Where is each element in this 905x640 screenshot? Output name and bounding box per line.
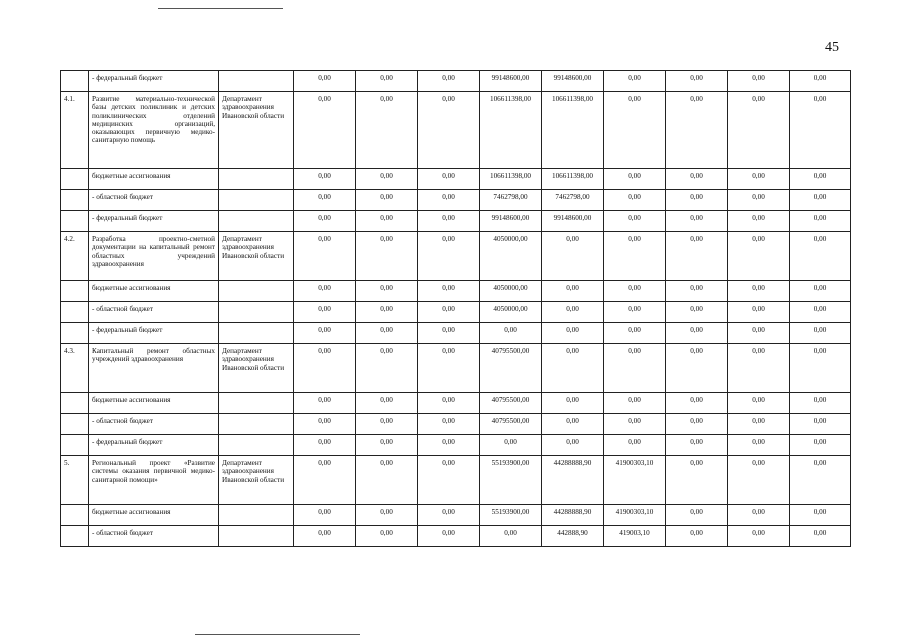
row-number (61, 190, 89, 211)
value-cell: 4050000,00 (480, 281, 542, 302)
scan-artifact-top-line (158, 8, 283, 9)
value-cell: 0,00 (666, 302, 728, 323)
row-executor: Департамент здравоохранения Ивановской области (219, 456, 294, 505)
value-cell: 55193900,00 (480, 456, 542, 505)
value-cell: 41900303,10 (604, 505, 666, 526)
value-cell: 0,00 (356, 71, 418, 92)
value-cell: 0,00 (728, 71, 790, 92)
value-cell: 0,00 (542, 302, 604, 323)
value-cell: 0,00 (294, 302, 356, 323)
table-row (61, 323, 851, 344)
row-executor (219, 505, 294, 526)
value-cell: 0,00 (604, 344, 666, 393)
value-cell: 0,00 (790, 344, 851, 393)
value-cell: 0,00 (356, 302, 418, 323)
value-cell: 0,00 (356, 92, 418, 169)
row-label: Развитие материально-технической базы детских поликлиник и детских поликлинических отделений медицинских организаций, оказывающих первичную медико-санитарную помощь (89, 92, 219, 169)
row-executor (219, 302, 294, 323)
value-cell: 0,00 (542, 323, 604, 344)
value-cell: 106611398,00 (480, 92, 542, 169)
row-executor (219, 211, 294, 232)
row-executor (219, 169, 294, 190)
row-number (61, 414, 89, 435)
row-label: - областной бюджет (89, 414, 219, 435)
value-cell: 0,00 (728, 211, 790, 232)
value-cell: 0,00 (418, 414, 480, 435)
row-number (61, 435, 89, 456)
value-cell: 0,00 (480, 435, 542, 456)
value-cell: 40795500,00 (480, 344, 542, 393)
value-cell: 40795500,00 (480, 414, 542, 435)
value-cell: 0,00 (604, 323, 666, 344)
table-row (61, 344, 851, 393)
row-number (61, 526, 89, 547)
value-cell: 0,00 (294, 526, 356, 547)
value-cell: 0,00 (542, 232, 604, 281)
value-cell: 0,00 (418, 344, 480, 393)
table-row (61, 435, 851, 456)
value-cell: 0,00 (604, 393, 666, 414)
value-cell: 0,00 (728, 92, 790, 169)
value-cell: 442888,90 (542, 526, 604, 547)
value-cell: 0,00 (666, 190, 728, 211)
value-cell: 0,00 (294, 232, 356, 281)
table-row (61, 414, 851, 435)
row-number: 4.1. (61, 92, 89, 169)
value-cell: 0,00 (666, 323, 728, 344)
value-cell: 0,00 (666, 414, 728, 435)
row-label: - областной бюджет (89, 302, 219, 323)
value-cell: 0,00 (356, 232, 418, 281)
row-label: бюджетные ассигнования (89, 393, 219, 414)
value-cell: 0,00 (790, 414, 851, 435)
value-cell: 0,00 (604, 281, 666, 302)
value-cell: 0,00 (728, 232, 790, 281)
scan-artifact-bottom-line (195, 634, 360, 635)
table-row (61, 393, 851, 414)
row-number (61, 211, 89, 232)
value-cell: 0,00 (728, 414, 790, 435)
value-cell: 0,00 (356, 344, 418, 393)
row-number (61, 169, 89, 190)
value-cell: 0,00 (666, 393, 728, 414)
value-cell: 0,00 (666, 526, 728, 547)
value-cell: 0,00 (542, 435, 604, 456)
value-cell: 0,00 (728, 344, 790, 393)
row-executor (219, 526, 294, 547)
row-label: - федеральный бюджет (89, 71, 219, 92)
value-cell: 0,00 (790, 71, 851, 92)
row-number (61, 71, 89, 92)
value-cell: 0,00 (294, 169, 356, 190)
value-cell: 0,00 (418, 281, 480, 302)
value-cell: 0,00 (666, 344, 728, 393)
value-cell: 0,00 (666, 232, 728, 281)
value-cell: 0,00 (418, 232, 480, 281)
value-cell: 0,00 (418, 71, 480, 92)
row-number (61, 281, 89, 302)
value-cell: 0,00 (790, 526, 851, 547)
value-cell: 0,00 (728, 190, 790, 211)
value-cell: 0,00 (294, 344, 356, 393)
row-label: - федеральный бюджет (89, 323, 219, 344)
row-executor (219, 323, 294, 344)
value-cell: 0,00 (666, 505, 728, 526)
value-cell: 0,00 (666, 211, 728, 232)
value-cell: 7462798,00 (480, 190, 542, 211)
value-cell: 41900303,10 (604, 456, 666, 505)
row-executor (219, 414, 294, 435)
value-cell: 0,00 (418, 190, 480, 211)
value-cell: 0,00 (604, 169, 666, 190)
value-cell: 0,00 (356, 393, 418, 414)
value-cell: 0,00 (356, 190, 418, 211)
value-cell: 0,00 (728, 456, 790, 505)
row-executor (219, 435, 294, 456)
row-number (61, 393, 89, 414)
value-cell: 0,00 (728, 435, 790, 456)
value-cell: 0,00 (790, 190, 851, 211)
value-cell: 4050000,00 (480, 232, 542, 281)
value-cell: 0,00 (294, 505, 356, 526)
value-cell: 0,00 (356, 211, 418, 232)
row-label: Разработка проектно-сметной документации на капитальный ремонт областных учреждений здравоохранения (89, 232, 219, 281)
row-executor: Департамент здравоохранения Ивановской области (219, 92, 294, 169)
row-executor (219, 71, 294, 92)
value-cell: 0,00 (418, 323, 480, 344)
value-cell: 0,00 (294, 456, 356, 505)
value-cell: 0,00 (418, 505, 480, 526)
value-cell: 0,00 (728, 393, 790, 414)
value-cell: 0,00 (604, 435, 666, 456)
row-label: Региональный проект «Развитие системы оказания первичной медико-санитарной помощи» (89, 456, 219, 505)
row-executor (219, 190, 294, 211)
value-cell: 0,00 (356, 456, 418, 505)
value-cell: 0,00 (418, 456, 480, 505)
value-cell: 0,00 (666, 71, 728, 92)
row-label: - федеральный бюджет (89, 435, 219, 456)
value-cell: 0,00 (728, 281, 790, 302)
table-row (61, 302, 851, 323)
value-cell: 0,00 (790, 456, 851, 505)
table-row (61, 232, 851, 281)
budget-table-body (61, 71, 851, 547)
value-cell: 99148600,00 (542, 71, 604, 92)
value-cell: 0,00 (604, 211, 666, 232)
value-cell: 0,00 (790, 232, 851, 281)
value-cell: 0,00 (728, 169, 790, 190)
value-cell: 55193900,00 (480, 505, 542, 526)
row-label: бюджетные ассигнования (89, 169, 219, 190)
value-cell: 0,00 (542, 344, 604, 393)
value-cell: 0,00 (418, 302, 480, 323)
value-cell: 4050000,00 (480, 302, 542, 323)
row-executor (219, 281, 294, 302)
value-cell: 0,00 (666, 169, 728, 190)
row-number: 5. (61, 456, 89, 505)
row-label: - областной бюджет (89, 526, 219, 547)
value-cell: 0,00 (790, 281, 851, 302)
value-cell: 99148600,00 (480, 71, 542, 92)
value-cell: 0,00 (418, 211, 480, 232)
row-label: - федеральный бюджет (89, 211, 219, 232)
value-cell: 419003,10 (604, 526, 666, 547)
value-cell: 0,00 (356, 435, 418, 456)
table-row (61, 190, 851, 211)
value-cell: 0,00 (356, 323, 418, 344)
value-cell: 0,00 (294, 435, 356, 456)
value-cell: 0,00 (728, 505, 790, 526)
row-executor: Департамент здравоохранения Ивановской области (219, 344, 294, 393)
row-label: Капитальный ремонт областных учреждений здравоохранения (89, 344, 219, 393)
value-cell: 0,00 (790, 92, 851, 169)
value-cell: 0,00 (418, 393, 480, 414)
value-cell: 0,00 (790, 323, 851, 344)
value-cell: 0,00 (666, 281, 728, 302)
value-cell: 0,00 (728, 302, 790, 323)
row-number (61, 505, 89, 526)
row-label: - областной бюджет (89, 190, 219, 211)
value-cell: 44288888,90 (542, 505, 604, 526)
value-cell: 0,00 (604, 414, 666, 435)
row-label: бюджетные ассигнования (89, 505, 219, 526)
value-cell: 0,00 (480, 323, 542, 344)
value-cell: 0,00 (790, 302, 851, 323)
table-row (61, 169, 851, 190)
row-executor: Департамент здравоохранения Ивановской области (219, 232, 294, 281)
value-cell: 0,00 (294, 281, 356, 302)
value-cell: 0,00 (604, 232, 666, 281)
value-cell: 0,00 (728, 526, 790, 547)
value-cell: 0,00 (790, 435, 851, 456)
value-cell: 0,00 (604, 302, 666, 323)
value-cell: 99148600,00 (542, 211, 604, 232)
table-row (61, 456, 851, 505)
value-cell: 0,00 (418, 92, 480, 169)
value-cell: 0,00 (356, 169, 418, 190)
value-cell: 0,00 (790, 393, 851, 414)
value-cell: 99148600,00 (480, 211, 542, 232)
value-cell: 0,00 (728, 323, 790, 344)
value-cell: 0,00 (294, 323, 356, 344)
value-cell: 0,00 (356, 281, 418, 302)
value-cell: 0,00 (294, 71, 356, 92)
value-cell: 0,00 (790, 169, 851, 190)
row-number: 4.3. (61, 344, 89, 393)
value-cell: 0,00 (666, 456, 728, 505)
row-label: бюджетные ассигнования (89, 281, 219, 302)
value-cell: 0,00 (294, 211, 356, 232)
value-cell: 40795500,00 (480, 393, 542, 414)
value-cell: 0,00 (604, 190, 666, 211)
value-cell: 0,00 (604, 71, 666, 92)
value-cell: 0,00 (294, 190, 356, 211)
row-number: 4.2. (61, 232, 89, 281)
table-row (61, 281, 851, 302)
value-cell: 0,00 (542, 393, 604, 414)
value-cell: 0,00 (480, 526, 542, 547)
table-row (61, 92, 851, 169)
value-cell: 0,00 (418, 169, 480, 190)
value-cell: 0,00 (294, 393, 356, 414)
value-cell: 0,00 (294, 414, 356, 435)
value-cell: 0,00 (604, 92, 666, 169)
value-cell: 0,00 (790, 211, 851, 232)
table-row (61, 71, 851, 92)
table-row (61, 526, 851, 547)
page-number: 45 (825, 40, 839, 55)
row-executor (219, 393, 294, 414)
table-row (61, 505, 851, 526)
value-cell: 7462798,00 (542, 190, 604, 211)
value-cell: 0,00 (356, 526, 418, 547)
value-cell: 0,00 (790, 505, 851, 526)
value-cell: 0,00 (542, 414, 604, 435)
row-number (61, 302, 89, 323)
value-cell: 0,00 (666, 92, 728, 169)
value-cell: 106611398,00 (542, 169, 604, 190)
value-cell: 0,00 (418, 435, 480, 456)
value-cell: 106611398,00 (542, 92, 604, 169)
value-cell: 0,00 (356, 414, 418, 435)
value-cell: 0,00 (418, 526, 480, 547)
value-cell: 0,00 (542, 281, 604, 302)
row-number (61, 323, 89, 344)
table-row (61, 211, 851, 232)
value-cell: 44288888,90 (542, 456, 604, 505)
value-cell: 0,00 (666, 435, 728, 456)
value-cell: 106611398,00 (480, 169, 542, 190)
value-cell: 0,00 (294, 92, 356, 169)
value-cell: 0,00 (356, 505, 418, 526)
budget-table (60, 70, 851, 547)
